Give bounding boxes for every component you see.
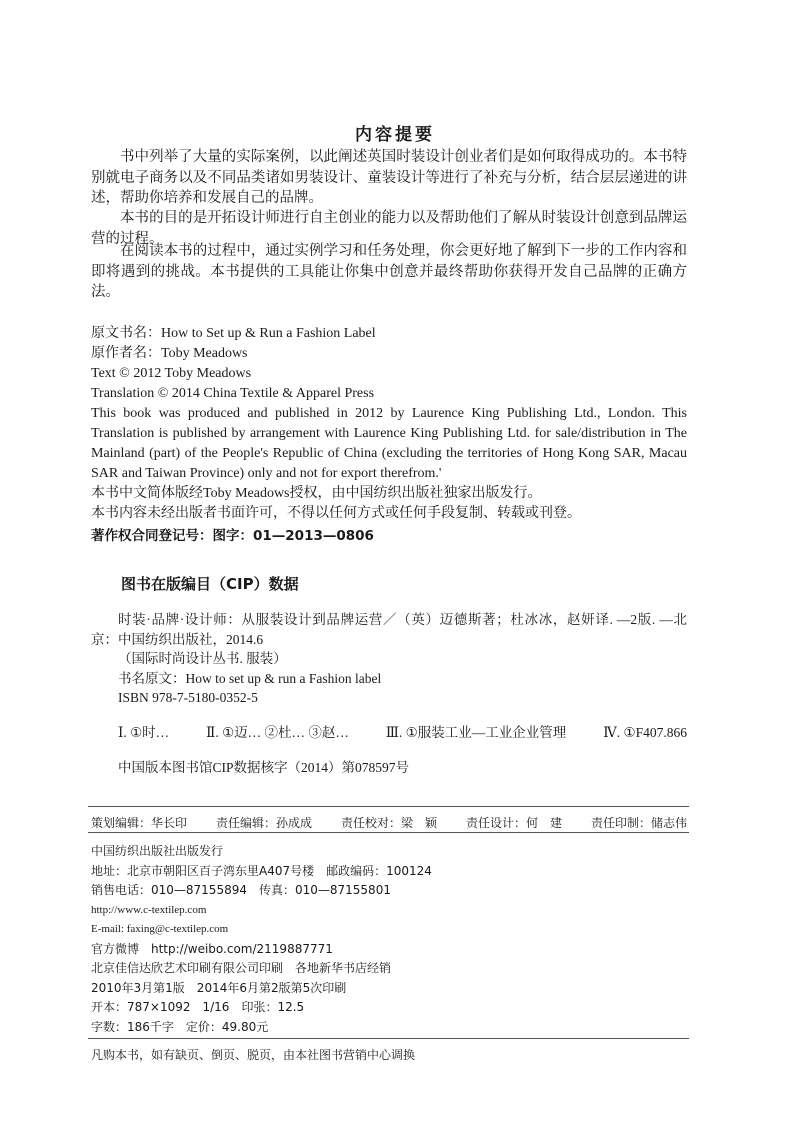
- divider-top: [88, 806, 689, 807]
- original-author-line: 原作者名：Toby Meadows: [91, 346, 248, 361]
- original-title-line: 原文书名：How to Set up & Run a Fashion Label: [91, 326, 376, 341]
- publisher-phones: 销售电话：010—87155894 传真：010—87155801: [91, 883, 391, 897]
- publisher-name: 中国纺织出版社出版发行: [91, 844, 224, 858]
- cip-original-title: 书名原文：How to set up & run a Fashion label: [118, 670, 382, 686]
- publisher-editions: 2010年3月第1版 2014年6月第2版第5次印刷: [91, 980, 347, 995]
- cip-class-3: Ⅲ. ①服装工业—工业企业管理: [385, 724, 567, 740]
- publisher-info: [91, 842, 432, 1037]
- translation-copyright: Translation © 2014 China Textile & Apparel Press: [91, 386, 375, 401]
- cip-block: [91, 610, 687, 778]
- staff-proofreader: 责任校对：梁 颖: [340, 816, 437, 830]
- publisher-weibo: 官方微博 http://weibo.com/2119887771: [91, 941, 333, 956]
- replacement-notice: 凡购本书，如有缺页、倒页、脱页，由本社图书营销中心调换: [91, 1048, 416, 1062]
- cip-class-2: Ⅱ. ①迈… ②杜… ③赵…: [206, 724, 349, 740]
- cip-isbn: ISBN 978-7-5180-0352-5: [118, 690, 258, 705]
- cip-classification: [91, 723, 687, 743]
- cip-class-4: Ⅳ. ①F407.866: [603, 724, 687, 740]
- cip-series: （国际时尚设计丛书. 服装）: [118, 651, 287, 666]
- publisher-wordcount-price: 字数：186千字 定价：49.80元: [91, 1019, 269, 1034]
- publisher-website: http://www.c-textilep.com: [91, 903, 207, 916]
- rights-statement: This book was produced and published in 2012 by Laurence King Publishing Ltd., London. This Translation is published by arrangement with Laurence King Publishing Ltd. for sale/distribution in The Mainland (part) of the People's Republic of China (excluding the territories of Hong Kong SAR, Macau SAR and Taiwan Province) only and not for export therefrom.': [91, 406, 687, 481]
- cip-main-entry: 时装·品牌·设计师：从服装设计到品牌运营／（英）迈德斯著；杜冰冰，赵妍译. —2版. —北京：中国纺织出版社，2014.6: [91, 612, 687, 647]
- authorization-statement: 本书中文简体版经Toby Meadows授权，由中国纺织出版社独家出版发行。: [91, 486, 542, 501]
- divider-bottom: [88, 1038, 689, 1039]
- prohibition-statement: 本书内容未经出版者书面许可，不得以任何方式或任何手段复制、转载或刊登。: [91, 506, 581, 521]
- summary-title: 内容提要: [355, 125, 435, 145]
- text-copyright: Text © 2012 Toby Meadows: [91, 366, 252, 381]
- staff-responsible-editor: 责任编辑：孙成成: [215, 816, 312, 830]
- staff-printing: 责任印制：储志伟: [590, 816, 687, 830]
- publisher-email: E-mail: faxing@c-textilep.com: [91, 923, 229, 935]
- cip-class-1: Ⅰ. ①时…: [118, 724, 170, 740]
- publisher-address: 地址：北京市朝阳区百子湾东里A407号楼 邮政编码：100124: [91, 863, 432, 878]
- summary-paragraph-3: 在阅读本书的过程中，通过实例学习和任务处理，你会更好地了解到下一步的工作内容和即将遇到的挑战。本书提供的工具能让你集中创意并最终帮助你获得开发自己品牌的正确方法。: [91, 243, 687, 300]
- summary-paragraph-2: 本书的目的是开拓设计师进行自主创业的能力以及帮助他们了解从时装设计创意到品牌运营的过程。: [91, 210, 687, 247]
- summary-paragraph-1: 书中列举了大量的实际案例，以此阐述英国时装设计创业者们是如何取得成功的。本书特别就电子商务以及不同品类诸如男装设计、童装设计等进行了补充与分析，结合层层递进的讲述，帮助你培养和发展自己的品牌。: [91, 149, 687, 206]
- cip-number: 中国版本图书馆CIP数据核字（2014）第078597号: [118, 760, 410, 775]
- original-edition-info: [91, 324, 687, 524]
- publisher-format: 开本：787×1092 1/16 印张：12.5: [91, 1000, 305, 1014]
- staff-credits: [91, 814, 687, 831]
- staff-planning-editor: 策划编辑：华长印: [91, 816, 188, 830]
- publisher-printer: 北京佳信达欣艺术印刷有限公司印刷 各地新华书店经销: [91, 961, 392, 975]
- cip-heading: 图书在版编目（CIP）数据: [121, 575, 299, 593]
- divider-middle: [88, 832, 689, 833]
- staff-designer: 责任设计：何 建: [465, 816, 562, 830]
- copyright-registration: 著作权合同登记号：图字：01—2013—0806: [91, 528, 374, 544]
